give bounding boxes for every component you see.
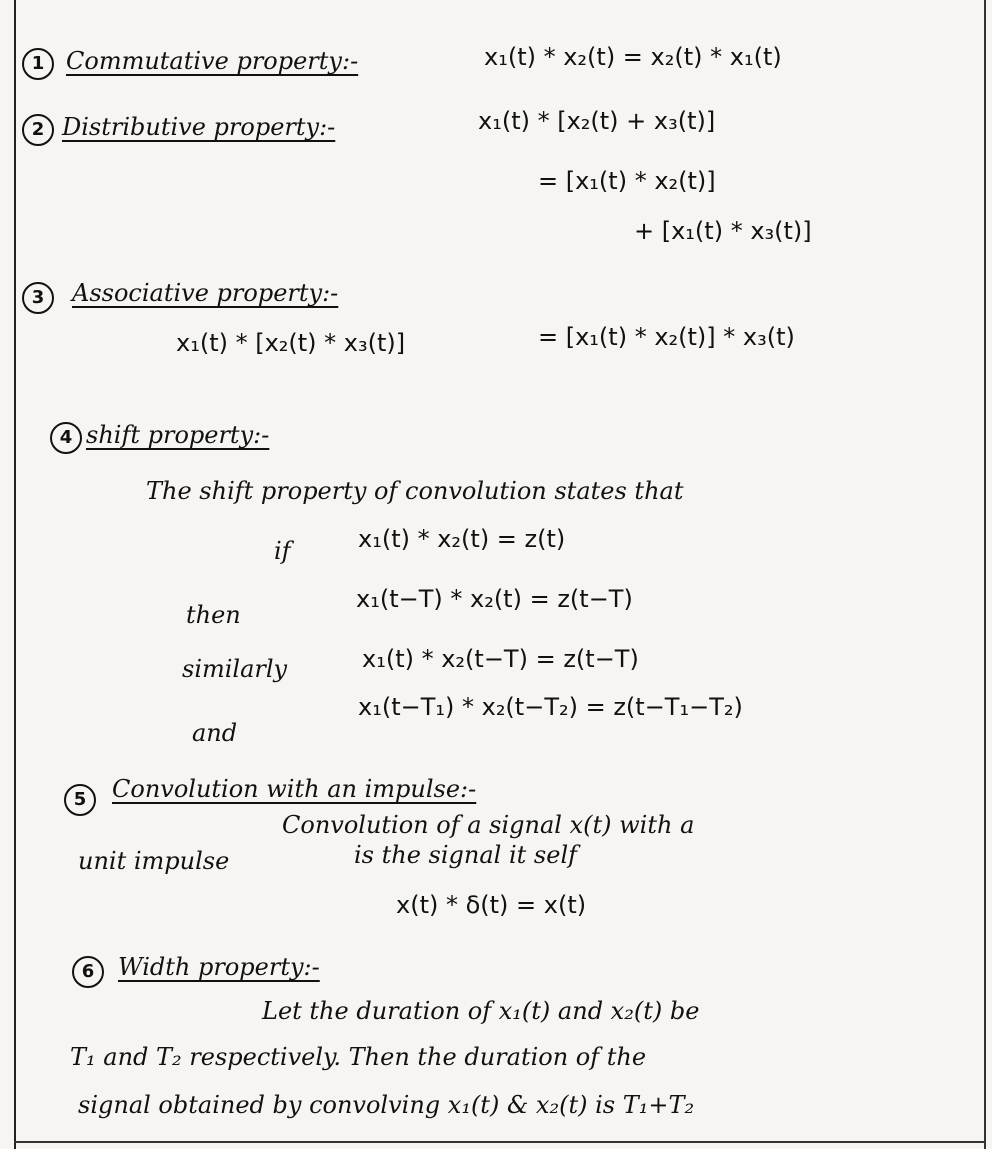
shift-and-equation: x₁(t−T₁) * x₂(t−T₂) = z(t−T₁−T₂) — [358, 693, 743, 721]
right-border — [984, 0, 986, 1149]
impulse-equation: x(t) * δ(t) = x(t) — [396, 891, 587, 919]
associative-heading: Associative property:- — [72, 279, 339, 307]
impulse-line2-start: unit impulse — [78, 847, 230, 875]
shift-then-label: then — [186, 601, 241, 629]
shift-heading: shift property:- — [86, 421, 270, 449]
commutative-equation: x₁(t) * x₂(t) = x₂(t) * x₁(t) — [484, 43, 782, 71]
impulse-heading: Convolution with an impulse:- — [112, 775, 477, 803]
distributive-equation-line1: x₁(t) * [x₂(t) + x₃(t)] — [478, 107, 716, 135]
associative-equation-right: = [x₁(t) * x₂(t)] * x₃(t) — [538, 323, 795, 351]
shift-if-label: if — [274, 537, 291, 565]
width-heading: Width property:- — [118, 953, 320, 981]
shift-then-equation: x₁(t−T) * x₂(t) = z(t−T) — [356, 585, 633, 613]
distributive-equation-line2: = [x₁(t) * x₂(t)] — [538, 167, 716, 195]
section-number-2: 2 — [22, 114, 54, 146]
distributive-heading: Distributive property:- — [62, 113, 336, 141]
distributive-equation-line3: + [x₁(t) * x₃(t)] — [634, 217, 812, 245]
impulse-line1: Convolution of a signal x(t) with a — [282, 811, 695, 839]
section-number-6: 6 — [72, 956, 104, 988]
section-number-5: 5 — [64, 784, 96, 816]
shift-if-equation: x₁(t) * x₂(t) = z(t) — [358, 525, 566, 553]
associative-equation-left: x₁(t) * [x₂(t) * x₃(t)] — [176, 329, 406, 357]
width-line1: Let the duration of x₁(t) and x₂(t) be — [262, 997, 700, 1025]
shift-similarly-label: similarly — [182, 655, 288, 683]
shift-and-label: and — [192, 719, 238, 747]
shift-similarly-equation: x₁(t) * x₂(t−T) = z(t−T) — [362, 645, 639, 673]
width-line3: signal obtained by convolving x₁(t) & x₂(t) is T₁+T₂ — [78, 1091, 695, 1119]
section-number-4: 4 — [50, 422, 82, 454]
section-number-1: 1 — [22, 48, 54, 80]
section-number-3: 3 — [22, 282, 54, 314]
impulse-line2-end: is the signal it self — [354, 841, 578, 869]
bottom-border — [14, 1141, 986, 1143]
commutative-heading: Commutative property:- — [66, 47, 359, 75]
width-line2: T₁ and T₂ respectively. Then the duration of the — [70, 1043, 647, 1071]
margin-line — [14, 0, 16, 1149]
shift-intro: The shift property of convolution states that — [146, 477, 684, 505]
